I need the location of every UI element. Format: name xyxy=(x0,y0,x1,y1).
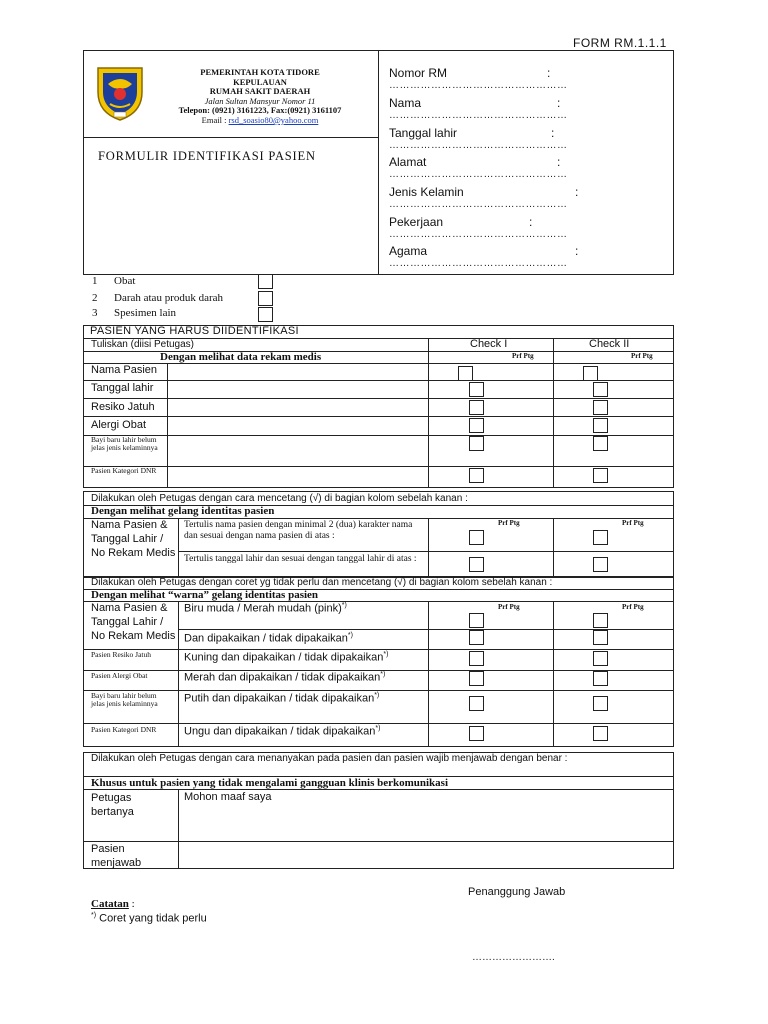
answer-field[interactable] xyxy=(180,843,672,867)
prf-ptg-2: Prf Ptg xyxy=(631,352,653,360)
org-phone: Telepon: (0921) 3161223, Fax:(0921) 3161107 xyxy=(178,105,342,116)
section2-label: Nama Pasien & Tanggal Lahir / No Rekam Medis xyxy=(91,519,176,559)
checkbox-obat[interactable] xyxy=(258,274,273,289)
option-num: 2 xyxy=(92,292,98,304)
org-line1: PEMERINTAH KOTA TIDORE xyxy=(200,67,320,77)
field-colon: : xyxy=(547,66,551,80)
option-label: Obat xyxy=(114,275,136,287)
checkbox-s2-tgl-c2[interactable] xyxy=(593,557,608,572)
s3-text: Ungu dan dipakaikan / tidak dipakaikan*) xyxy=(184,725,381,738)
prf-ptg-3: Prf Ptg xyxy=(498,519,520,527)
checkbox-s3-putih-c1[interactable] xyxy=(469,696,484,711)
checkbox-s1-tgl-c2[interactable] xyxy=(593,382,608,397)
checkbox-s1-dnr-c2[interactable] xyxy=(593,468,608,483)
option-num: 3 xyxy=(92,307,98,319)
header-org xyxy=(150,68,370,126)
checkbox-s1-alergi-c1[interactable] xyxy=(469,418,484,433)
field-label: Alamat xyxy=(389,155,427,169)
org-line2: KEPULAUAN xyxy=(233,76,287,87)
answer-label: Pasien menjawab xyxy=(91,843,142,869)
checkbox-s1-alergi-c2[interactable] xyxy=(593,418,608,433)
checkbox-s3-ungu-c1[interactable] xyxy=(469,726,484,741)
s3-text: Dan dipakaikan / tidak dipakaikan*) xyxy=(184,632,353,645)
row-label: Pasien Kategori DNR xyxy=(91,466,157,475)
checkbox-s3-kuning-c2[interactable] xyxy=(593,651,608,666)
field-colon: : xyxy=(551,126,555,140)
note-text: *) Coret yang tidak perlu xyxy=(91,912,207,925)
question-text[interactable]: Mohon maaf saya xyxy=(184,791,272,803)
row-label: Nama Pasien xyxy=(91,364,158,376)
org-address: Jalan Sultan Mansyur Nomor 11 xyxy=(204,95,316,106)
field-dots[interactable]: …………………………………………… xyxy=(389,80,568,91)
responsible-label: Penanggung Jawab xyxy=(468,886,566,898)
section3-instruction: Dilakukan oleh Petugas dengan coret yg tidak perlu dan mencetang (√) di bagian kolom sebelah kanan : xyxy=(91,577,553,588)
section2-desc2: Tertulis tanggal lahir dan sesuai dengan tanggal lahir di atas : xyxy=(184,554,417,564)
field-jenis-kelamin xyxy=(389,185,669,215)
field-dots[interactable]: …………………………………………… xyxy=(389,140,568,151)
checkbox-s3-pakai-c2[interactable] xyxy=(593,630,608,645)
field-dots[interactable]: …………………………………………… xyxy=(389,169,568,180)
section2-desc1: Tertulis nama pasien dengan minimal 2 (dua) karakter nama dan sesuai dengan nama pasien di atas : xyxy=(184,520,413,541)
checkbox-s3-merah-c1[interactable] xyxy=(469,671,484,686)
checkbox-s3-biru-c2[interactable] xyxy=(593,613,608,628)
form-code: FORM RM.1.1.1 xyxy=(573,36,667,50)
checkbox-s1-jatuh-c1[interactable] xyxy=(469,400,484,415)
checkbox-s3-ungu-c2[interactable] xyxy=(593,726,608,741)
question-label: Petugas bertanya xyxy=(91,792,134,818)
checkbox-spesimen[interactable] xyxy=(258,307,273,322)
option-obat xyxy=(92,275,136,287)
s3-label: Pasien Resiko Jatuh xyxy=(91,650,151,659)
field-dots[interactable]: …………………………………………… xyxy=(389,229,568,240)
checkbox-s3-pakai-c1[interactable] xyxy=(469,630,484,645)
option-spesimen xyxy=(92,307,177,319)
section4-instruction: Dilakukan oleh Petugas dengan cara menanyakan pada pasien dan pasien wajib menjawab dengan benar : xyxy=(91,753,568,764)
signature-line[interactable]: ……………………. xyxy=(472,952,555,963)
section3-method: Dengan melihat “warna” gelang identitas pasien xyxy=(91,589,319,601)
form-title: FORMULIR IDENTIFIKASI PASIEN xyxy=(98,149,316,163)
field-dots[interactable]: …………………………………………… xyxy=(389,110,568,121)
field-alamat xyxy=(389,155,669,185)
field-colon: : xyxy=(557,155,561,169)
patient-fields xyxy=(389,66,669,274)
checkbox-s1-bayi-c2[interactable] xyxy=(593,436,608,451)
field-colon: : xyxy=(557,96,561,110)
field-label: Nama xyxy=(389,96,422,110)
check2-header: Check II xyxy=(589,338,630,350)
checkbox-s2-tgl-c1[interactable] xyxy=(469,557,484,572)
checkbox-s1-dnr-c1[interactable] xyxy=(469,468,484,483)
email-link[interactable]: rsd_soasio80@yahoo.com xyxy=(228,114,319,125)
field-tanggal-lahir xyxy=(389,126,669,155)
section1-title: PASIEN YANG HARUS DIIDENTIFIKASI xyxy=(90,325,299,337)
checkbox-s1-nama-c2[interactable] xyxy=(583,366,598,381)
prf-ptg-5: Prf Ptg xyxy=(498,603,520,611)
checkbox-s3-putih-c2[interactable] xyxy=(593,696,608,711)
checkbox-s3-biru-c1[interactable] xyxy=(469,613,484,628)
option-darah xyxy=(92,292,224,304)
check1-header: Check I xyxy=(470,338,508,350)
section1-sub: Tuliskan (diisi Petugas) xyxy=(91,339,195,350)
s3-text: Merah dan dipakaikan / tidak dipakaikan*) xyxy=(184,671,386,684)
checkbox-s1-jatuh-c2[interactable] xyxy=(593,400,608,415)
checkbox-darah[interactable] xyxy=(258,291,273,306)
field-dots[interactable]: …………………………………………… xyxy=(389,199,568,210)
row-label: Bayi baru lahir belum jelas jenis kelaminnya xyxy=(91,435,158,452)
option-label: Spesimen lain xyxy=(114,307,177,319)
s3-text: Biru muda / Merah mudah (pink)*) xyxy=(184,602,347,615)
checkbox-s2-nama-c2[interactable] xyxy=(593,530,608,545)
s3-label: Pasien Kategori DNR xyxy=(91,725,157,734)
email-label: Email : xyxy=(201,114,227,125)
field-colon: : xyxy=(529,215,533,229)
field-label: Jenis Kelamin xyxy=(389,185,464,199)
checkbox-s3-merah-c2[interactable] xyxy=(593,671,608,686)
note-heading: Catatan : xyxy=(91,898,135,910)
checkbox-s1-tgl-c1[interactable] xyxy=(469,382,484,397)
row-label: Alergi Obat xyxy=(91,419,147,431)
org-line3: RUMAH SAKIT DAERAH xyxy=(209,86,311,97)
prf-ptg-1: Prf Ptg xyxy=(512,352,534,360)
field-colon: : xyxy=(575,185,579,199)
field-label: Nomor RM xyxy=(389,66,448,80)
prf-ptg-4: Prf Ptg xyxy=(622,519,644,527)
checkbox-s3-kuning-c1[interactable] xyxy=(469,651,484,666)
s3-label: Pasien Alergi Obat xyxy=(91,671,148,680)
hospital-logo xyxy=(92,64,148,122)
section1-method: Dengan melihat data rekam medis xyxy=(160,351,322,363)
field-agama xyxy=(389,244,669,274)
option-label: Darah atau produk darah xyxy=(114,292,224,304)
checkbox-s2-nama-c1[interactable] xyxy=(469,530,484,545)
field-nama xyxy=(389,96,669,126)
field-dots[interactable]: …………………………………………… xyxy=(389,258,568,269)
checkbox-s1-nama-c1[interactable] xyxy=(458,366,473,381)
field-pekerjaan xyxy=(389,215,669,244)
field-label: Tanggal lahir xyxy=(389,126,458,140)
section4-method: Khusus untuk pasien yang tidak mengalami gangguan klinis berkomunikasi xyxy=(91,777,449,789)
option-num: 1 xyxy=(92,275,98,287)
section2-method: Dengan melihat gelang identitas pasien xyxy=(91,505,275,517)
checkbox-s1-bayi-c1[interactable] xyxy=(469,436,484,451)
section3-label-nama: Nama Pasien & Tanggal Lahir / No Rekam Medis xyxy=(91,602,176,642)
s3-text: Kuning dan dipakaikan / tidak dipakaikan*) xyxy=(184,651,389,664)
s3-text: Putih dan dipakaikan / tidak dipakaikan*) xyxy=(184,692,380,705)
row-label: Tanggal lahir xyxy=(91,382,154,394)
field-colon: : xyxy=(575,244,579,258)
prf-ptg-6: Prf Ptg xyxy=(622,603,644,611)
field-label: Pekerjaan xyxy=(389,215,444,229)
field-nomor-rm xyxy=(389,66,669,96)
field-label: Agama xyxy=(389,244,428,258)
section2-instruction: Dilakukan oleh Petugas dengan cara mencetang (√) di bagian kolom sebelah kanan : xyxy=(91,493,468,504)
row-label: Resiko Jatuh xyxy=(91,401,155,413)
s3-label: Bayi baru lahir belum jelas jenis kelaminnya xyxy=(91,691,158,708)
